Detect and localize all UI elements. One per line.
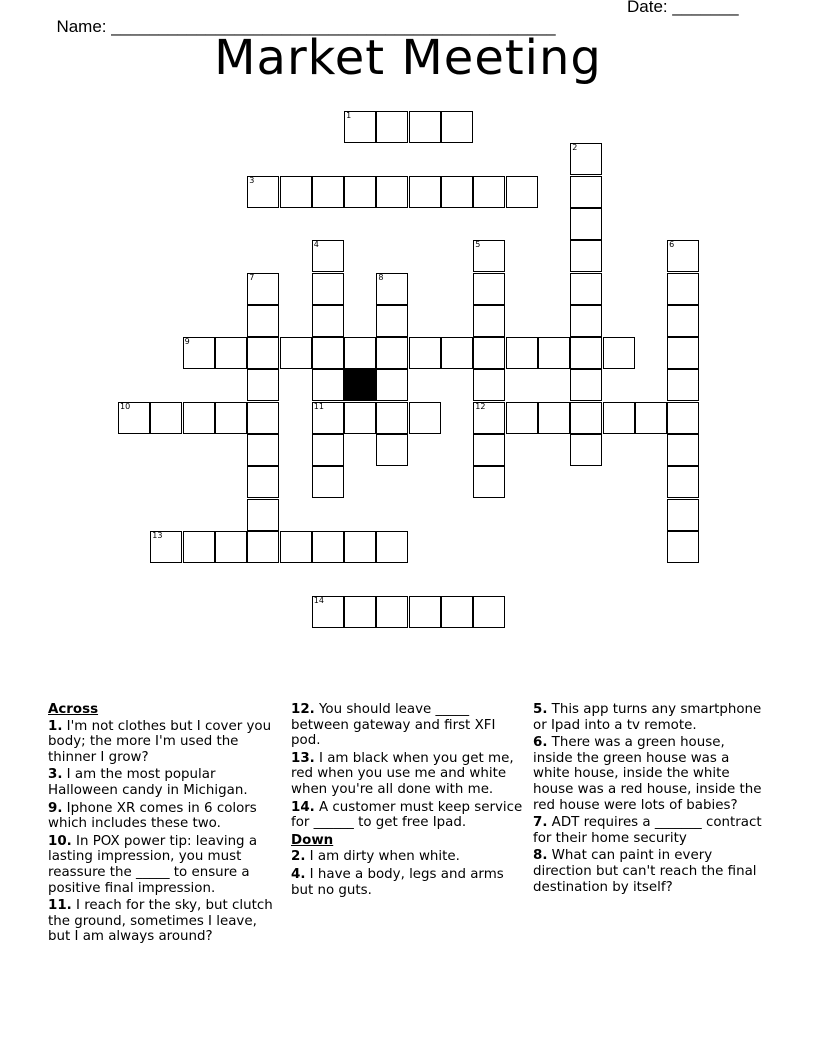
grid-cell[interactable] — [376, 402, 408, 434]
grid-cell[interactable] — [247, 466, 279, 498]
clue-across-13 — [291, 751, 526, 798]
clue-number: 14. — [291, 799, 315, 815]
clue-text: Iphone XR comes in 6 colors which includes these two. — [48, 800, 257, 832]
grid-cell[interactable] — [667, 434, 699, 466]
clue-down-8 — [533, 848, 768, 895]
grid-cell[interactable] — [312, 434, 344, 466]
cell-number: 8 — [378, 272, 384, 282]
clue-down-4 — [291, 867, 526, 898]
grid-cell[interactable] — [603, 402, 635, 434]
grid-cell[interactable] — [570, 273, 602, 305]
page-title: Market Meeting — [214, 30, 602, 86]
grid-cell[interactable] — [312, 176, 344, 208]
grid-cell[interactable] — [667, 369, 699, 401]
grid-cell[interactable] — [538, 402, 570, 434]
grid-cell[interactable] — [183, 337, 215, 369]
grid-cell[interactable] — [603, 337, 635, 369]
clue-column-1 — [48, 702, 283, 947]
grid-cell[interactable] — [344, 596, 376, 628]
grid-cell[interactable] — [344, 337, 376, 369]
clue-text: I am dirty when white. — [309, 849, 460, 865]
clue-number: 2. — [291, 849, 306, 865]
grid-cell[interactable] — [344, 176, 376, 208]
grid-cell[interactable] — [473, 176, 505, 208]
clue-text: You should leave _____ between gateway and first XFI pod. — [291, 702, 496, 749]
grid-cell[interactable] — [280, 337, 312, 369]
clue-across-1 — [48, 719, 283, 766]
clue-down-2 — [291, 849, 526, 865]
grid-cell[interactable] — [376, 176, 408, 208]
grid-cell[interactable] — [667, 305, 699, 337]
grid-cell[interactable] — [473, 369, 505, 401]
grid-cell[interactable] — [506, 337, 538, 369]
clue-number: 11. — [48, 898, 72, 914]
cell-number: 10 — [120, 401, 131, 411]
grid-cell[interactable] — [376, 369, 408, 401]
cell-number: 9 — [184, 337, 190, 347]
grid-cell[interactable] — [247, 176, 279, 208]
cell-number: 7 — [249, 272, 255, 282]
grid-cell[interactable] — [150, 402, 182, 434]
grid-cell[interactable] — [312, 402, 344, 434]
clue-text: In POX power tip: leaving a lasting impression, you must reassure the _____ to ensure a positive final impression. — [48, 833, 258, 896]
clue-number: 7. — [533, 815, 548, 831]
grid-cell[interactable] — [506, 402, 538, 434]
grid-cell[interactable] — [409, 176, 441, 208]
grid-cell[interactable] — [312, 305, 344, 337]
grid-cell[interactable] — [344, 402, 376, 434]
grid-cell[interactable] — [667, 240, 699, 272]
clue-text: This app turns any smartphone or Ipad into a tv remote. — [533, 702, 762, 733]
clue-text: I am the most popular Halloween candy in Michigan. — [48, 767, 248, 798]
grid-cell[interactable] — [247, 305, 279, 337]
grid-cell[interactable] — [506, 176, 538, 208]
grid-block — [344, 369, 376, 401]
grid-cell[interactable] — [538, 337, 570, 369]
grid-cell[interactable] — [667, 337, 699, 369]
grid-cell[interactable] — [409, 402, 441, 434]
grid-cell[interactable] — [183, 402, 215, 434]
grid-cell[interactable] — [312, 273, 344, 305]
grid-cell[interactable] — [635, 402, 667, 434]
grid-cell[interactable] — [667, 273, 699, 305]
cell-number: 13 — [152, 530, 163, 540]
clue-across-10 — [48, 834, 283, 896]
clue-number: 8. — [533, 848, 548, 864]
clue-across-14 — [291, 800, 526, 831]
clue-across-12 — [291, 702, 526, 749]
clue-text: I have a body, legs and arms but no guts. — [291, 866, 504, 898]
grid-cell[interactable] — [409, 596, 441, 628]
clue-text: A customer must keep service for ______ to get free Ipad. — [291, 799, 523, 831]
grid-cell[interactable] — [215, 337, 247, 369]
clue-text: I reach for the sky, but clutch the ground, sometimes I leave, but I am always around? — [48, 898, 273, 945]
clue-text: ADT requires a _______ contract for their home security — [533, 815, 762, 846]
clue-text: What can paint in every direction but can't reach the final destination by itself? — [533, 848, 757, 895]
grid-cell[interactable] — [312, 466, 344, 498]
grid-cell[interactable] — [247, 434, 279, 466]
clue-across-9 — [48, 801, 283, 832]
clue-number: 10. — [48, 833, 72, 849]
grid-cell[interactable] — [344, 111, 376, 143]
grid-cell[interactable] — [312, 596, 344, 628]
grid-cell[interactable] — [376, 434, 408, 466]
clue-column-2 — [291, 702, 526, 900]
across-heading: Across — [48, 702, 99, 717]
grid-cell[interactable] — [667, 531, 699, 563]
grid-cell[interactable] — [376, 531, 408, 563]
clue-number: 5. — [533, 702, 548, 717]
grid-cell[interactable] — [473, 273, 505, 305]
cell-number: 4 — [313, 240, 319, 250]
grid-cell[interactable] — [376, 337, 408, 369]
grid-cell[interactable] — [215, 531, 247, 563]
grid-cell[interactable] — [570, 337, 602, 369]
grid-cell[interactable] — [150, 531, 182, 563]
grid-cell[interactable] — [570, 369, 602, 401]
grid-cell[interactable] — [376, 111, 408, 143]
grid-cell[interactable] — [441, 596, 473, 628]
grid-cell[interactable] — [473, 305, 505, 337]
grid-cell[interactable] — [409, 111, 441, 143]
clue-number: 13. — [291, 750, 315, 766]
grid-cell[interactable] — [473, 337, 505, 369]
grid-cell[interactable] — [247, 369, 279, 401]
grid-cell[interactable] — [570, 305, 602, 337]
grid-cell[interactable] — [570, 240, 602, 272]
clue-number: 12. — [291, 702, 315, 717]
grid-cell[interactable] — [409, 337, 441, 369]
grid-cell[interactable] — [376, 596, 408, 628]
grid-cell[interactable] — [280, 176, 312, 208]
name-field[interactable]: Name: _______________________________________________ — [56, 17, 556, 36]
clue-down-5 — [533, 702, 768, 733]
grid-cell[interactable] — [667, 466, 699, 498]
grid-cell[interactable] — [215, 402, 247, 434]
cell-number: 12 — [475, 401, 486, 411]
grid-cell[interactable] — [312, 337, 344, 369]
grid-cell[interactable] — [247, 273, 279, 305]
clue-number: 3. — [48, 767, 63, 783]
grid-cell[interactable] — [247, 402, 279, 434]
cell-number: 6 — [669, 240, 675, 250]
grid-cell[interactable] — [247, 499, 279, 531]
grid-cell[interactable] — [312, 531, 344, 563]
clue-number: 4. — [291, 866, 306, 882]
grid-cell[interactable] — [570, 176, 602, 208]
cell-number: 3 — [249, 175, 255, 185]
grid-cell[interactable] — [344, 531, 376, 563]
cell-number: 1 — [346, 111, 352, 120]
clue-text: I'm not clothes but I cover you body; the more I'm used the thinner I grow? — [48, 718, 272, 765]
grid-cell[interactable] — [473, 402, 505, 434]
grid-cell[interactable] — [183, 531, 215, 563]
grid-cell[interactable] — [312, 240, 344, 272]
clue-number: 9. — [48, 800, 63, 816]
grid-cell[interactable] — [118, 402, 150, 434]
clue-number: 1. — [48, 718, 63, 734]
clue-down-7 — [533, 815, 768, 846]
date-field[interactable]: Date: _______ — [627, 0, 739, 16]
grid-cell[interactable] — [667, 402, 699, 434]
grid-cell[interactable] — [473, 466, 505, 498]
grid-cell[interactable] — [376, 273, 408, 305]
cell-number: 11 — [313, 401, 324, 411]
grid-cell[interactable] — [570, 402, 602, 434]
grid-cell[interactable] — [473, 434, 505, 466]
clue-column-3 — [533, 702, 768, 897]
grid-cell[interactable] — [570, 434, 602, 466]
grid-cell[interactable] — [473, 240, 505, 272]
grid-cell[interactable] — [441, 337, 473, 369]
grid-cell[interactable] — [247, 531, 279, 563]
clue-across-11 — [48, 898, 283, 945]
grid-cell[interactable] — [570, 143, 602, 175]
clue-text: There was a green house, inside the green house was a white house, inside the white house was a red house, inside the red house were lots of babies? — [533, 735, 762, 813]
down-heading: Down — [291, 832, 334, 848]
clue-text: I am black when you get me, red when you use me and white when you're all done with me. — [291, 750, 514, 797]
grid-cell[interactable] — [247, 337, 279, 369]
cell-number: 5 — [475, 240, 481, 250]
grid-cell[interactable] — [280, 531, 312, 563]
grid-cell[interactable] — [667, 499, 699, 531]
clue-down-6 — [533, 735, 768, 813]
grid-cell[interactable] — [570, 208, 602, 240]
grid-cell[interactable] — [441, 111, 473, 143]
grid-cell[interactable] — [312, 369, 344, 401]
grid-cell[interactable] — [473, 596, 505, 628]
cell-number: 14 — [313, 595, 324, 605]
clue-number: 6. — [533, 735, 548, 751]
grid-cell[interactable] — [441, 176, 473, 208]
cell-number: 2 — [572, 143, 578, 153]
clue-across-3 — [48, 767, 283, 798]
grid-cell[interactable] — [376, 305, 408, 337]
